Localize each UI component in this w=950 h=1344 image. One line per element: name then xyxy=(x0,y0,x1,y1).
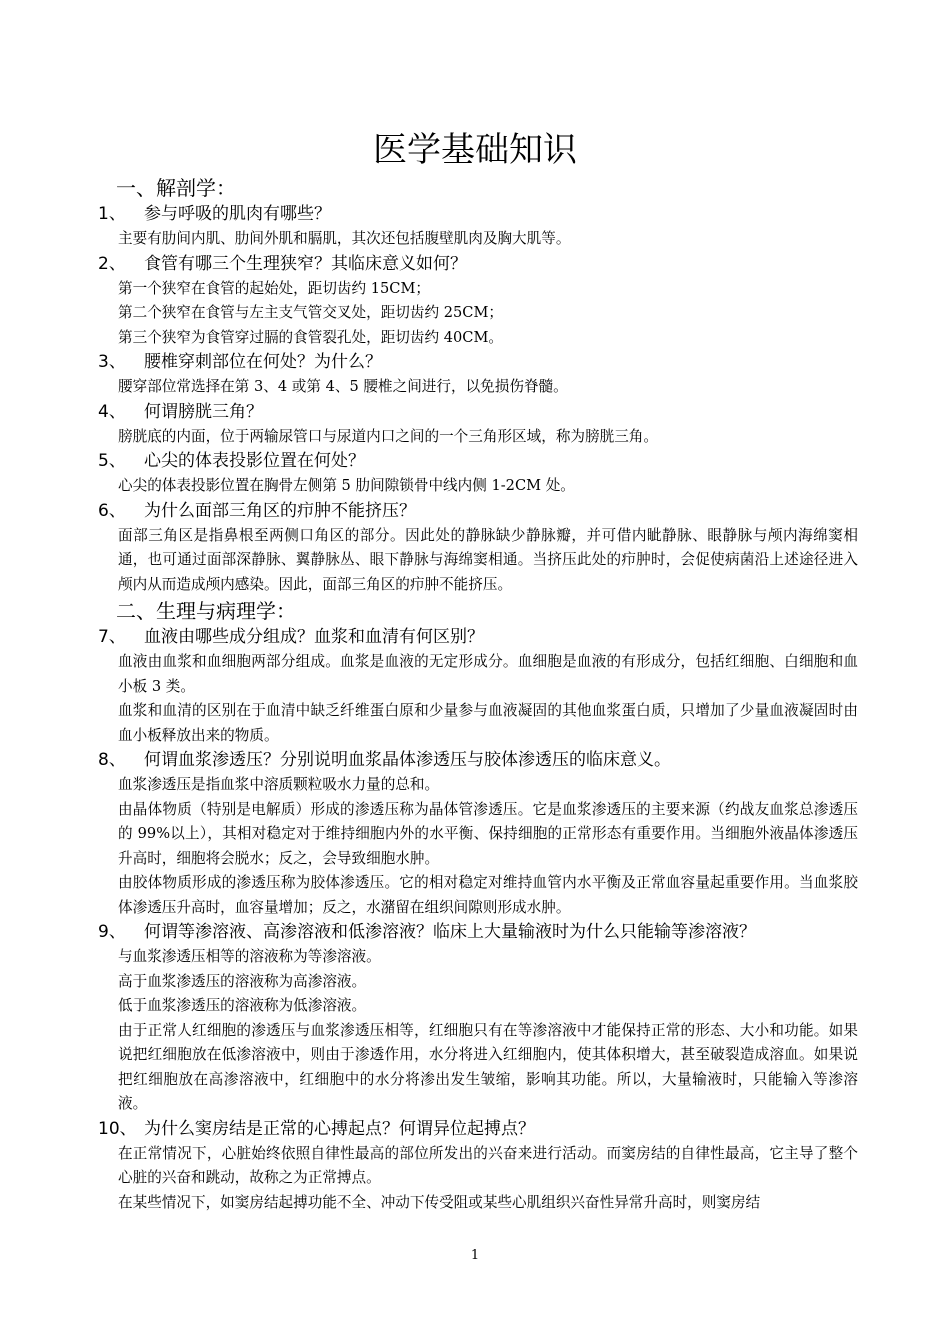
question-text: 参与呼吸的肌肉有哪些？ xyxy=(144,204,331,224)
question-number: 6、 xyxy=(98,500,126,521)
page-number: 1 xyxy=(470,1248,480,1263)
question-number: 5、 xyxy=(98,451,126,471)
question-number: 8、 xyxy=(98,750,126,770)
question xyxy=(98,449,858,474)
question-text: 为什么面部三角区的疖肿不能挤压？ xyxy=(144,500,416,521)
question xyxy=(98,400,858,425)
question-number: 4、 xyxy=(98,401,126,422)
question-text: 何谓等渗溶液、高渗溶液和低渗溶液？临床上大量输液时为什么只能输等渗溶液？ xyxy=(144,922,756,942)
question-text: 腰椎穿刺部位在何处？为什么？ xyxy=(144,352,382,372)
answer-paragraph: 血浆和血清的区别在于血清中缺乏纤维蛋白原和少量参与血液凝固的其他血浆蛋白质，只增加了少量血液凝固时由血小板释放出来的物质。 xyxy=(118,702,858,744)
section-heading: 二、生理与病理学： xyxy=(116,599,296,623)
answer-paragraph: 由晶体物质（特别是电解质）形成的渗透压称为晶体管渗透压。它是血浆渗透压的主要来源（约战友血浆总渗透压的 99%以上），其相对稳定对于维持细胞内外的水平衡、保持细胞的正常形态有重要作用。当细胞外液晶体渗透压升高时，细胞将会脱水；反之，会导致细胞水肿。 xyxy=(118,800,858,867)
question-number: 10、 xyxy=(98,1118,137,1139)
question xyxy=(98,499,858,524)
answer-paragraph: 由胶体物质形成的渗透压称为胶体渗透压。它的相对稳定对维持血管内水平衡及正常血容量起重要作用。当血浆胶体渗透压升高时，血容量增加；反之，水潴留在组织间隙则形成水肿。 xyxy=(118,874,858,916)
answer-paragraph: 主要有肋间内肌、肋间外肌和膈肌，其次还包括腹壁肌肉及胸大肌等。 xyxy=(118,230,571,247)
question-text: 何谓血浆渗透压？分别说明血浆晶体渗透压与胶体渗透压的临床意义。 xyxy=(144,750,671,770)
answer-paragraph: 膀胱底的内面，位于两输尿管口与尿道内口之间的一个三角形区域，称为膀胱三角。 xyxy=(118,427,658,445)
answer-paragraph: 面部三角区是指鼻根至两侧口角区的部分。因此处的静脉缺少静脉瓣，并可借内眦静脉、眼静脉与颅内海绵窦相通，也可通过面部深静脉、翼静脉丛、眼下静脉与海绵窦相通。当挤压此处的疖肿时，会促使病菌沿上述途径进入颅内从而造成颅内感染。因此，面部三角区的疖肿不能挤压。 xyxy=(118,526,858,593)
answer-paragraph: 心尖的体表投影位置在胸骨左侧第 5 肋间隙锁骨中线内侧 1-2CM 处。 xyxy=(118,477,575,494)
section-heading: 一、解剖学： xyxy=(116,176,236,200)
question xyxy=(98,202,858,227)
question xyxy=(98,252,858,277)
answer-paragraph: 在正常情况下，心脏始终依照自律性最高的部位所发出的兴奋来进行活动。而窦房结的自律性最高，它主导了整个心脏的兴奋和跳动，故称之为正常搏点。 xyxy=(118,1144,858,1186)
answer-paragraph: 低于血浆渗透压的溶液称为低渗溶液。 xyxy=(118,997,367,1014)
document-body xyxy=(98,174,858,1215)
answer-paragraph: 腰穿部位常选择在第 3、4 或第 4、5 腰椎之间进行，以免损伤脊髓。 xyxy=(118,378,568,395)
question xyxy=(98,748,858,773)
question-number: 7、 xyxy=(98,627,126,647)
question-text: 何谓膀胱三角？ xyxy=(144,401,263,422)
question-text: 食管有哪三个生理狭窄？其临床意义如何？ xyxy=(144,253,467,274)
question-text: 血液由哪些成分组成？血浆和血清有何区别？ xyxy=(144,627,484,647)
answer-paragraph: 第二个狭窄在食管与左主支气管交叉处，距切齿约 25CM； xyxy=(118,304,503,321)
question xyxy=(98,625,858,650)
question xyxy=(98,350,858,375)
document-title: 医学基础知识 xyxy=(373,130,577,170)
answer-paragraph: 血浆渗透压是指血浆中溶质颗粒吸水力量的总和。 xyxy=(118,776,440,793)
question-text: 为什么窦房结是正常的心搏起点？何谓异位起搏点？ xyxy=(144,1118,535,1139)
answer-paragraph: 高于血浆渗透压的溶液称为高渗溶液。 xyxy=(118,972,367,990)
question-number: 9、 xyxy=(98,922,126,942)
question-number: 2、 xyxy=(98,253,126,274)
question-text: 心尖的体表投影位置在何处？ xyxy=(144,451,365,471)
answer-paragraph: 第三个狭窄为食管穿过膈的食管裂孔处，距切齿约 40CM。 xyxy=(118,328,503,346)
answer-paragraph: 第一个狭窄在食管的起始处，距切齿约 15CM； xyxy=(118,279,431,297)
answer-paragraph: 血液由血浆和血细胞两部分组成。血浆是血液的无定形成分。血细胞是血液的有形成分，包括红细胞、白细胞和血小板 3 类。 xyxy=(118,653,858,695)
question xyxy=(98,920,858,945)
question-number: 1、 xyxy=(98,204,126,224)
question xyxy=(98,1117,858,1142)
question-number: 3、 xyxy=(98,352,126,372)
answer-paragraph: 由于正常人红细胞的渗透压与血浆渗透压相等，红细胞只有在等渗溶液中才能保持正常的形态、大小和功能。如果说把红细胞放在低渗溶液中，则由于渗透作用，水分将进入红细胞内，使其体积增大，甚至破裂造成溶血。如果说把红细胞放在高渗溶液中，红细胞中的水分将渗出发生皱缩，影响其功能。所以，大量输液时，只能输入等渗溶液。 xyxy=(118,1021,858,1112)
answer-paragraph: 在某些情况下，如窦房结起搏功能不全、冲动下传受阻或某些心肌组织兴奋性异常升高时，则窦房结 xyxy=(118,1193,761,1211)
answer-paragraph: 与血浆渗透压相等的溶液称为等渗溶液。 xyxy=(118,948,381,965)
